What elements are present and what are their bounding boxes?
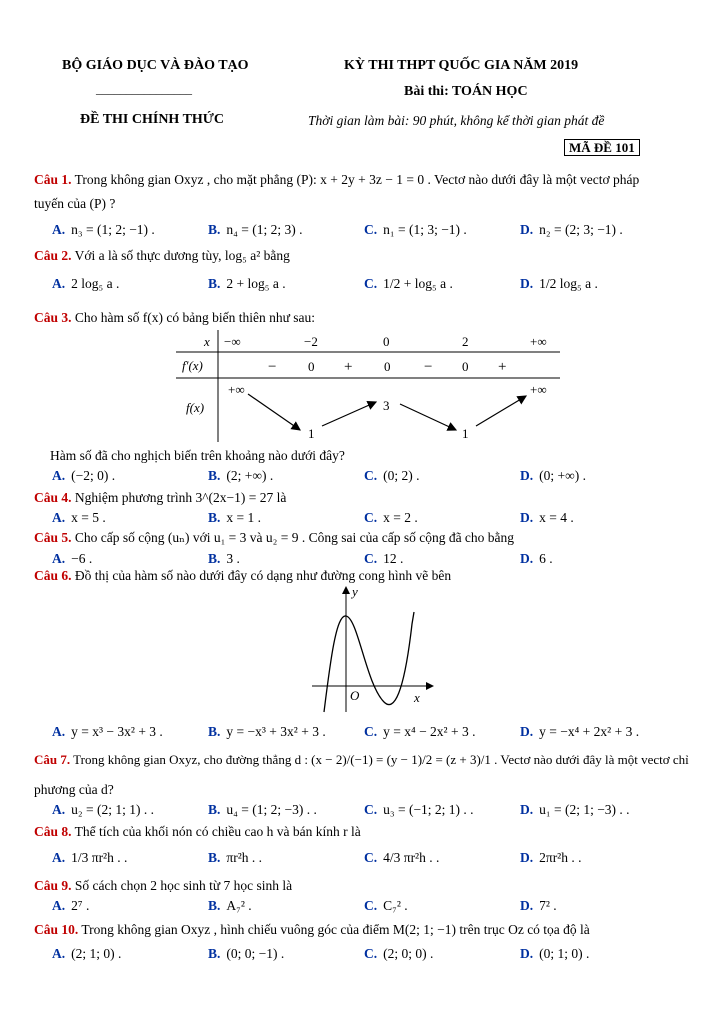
f-value: 3	[383, 398, 390, 413]
question-2	[34, 248, 290, 264]
option-text: −6 .	[71, 551, 93, 566]
q10-option-d[interactable]	[520, 946, 589, 962]
option-letter: C.	[364, 850, 378, 865]
option-text: 1/2 log₅ a .	[539, 276, 598, 291]
question-5	[34, 530, 514, 546]
q5-option-d[interactable]	[520, 551, 553, 567]
option-letter: B.	[208, 898, 221, 913]
q9-option-c[interactable]	[364, 898, 408, 914]
option-text: πr²h . .	[226, 850, 262, 865]
question-label: Câu 1.	[34, 172, 72, 187]
x-value: +∞	[530, 334, 547, 349]
f-value: 1	[308, 426, 315, 441]
cubic-graph	[308, 584, 438, 714]
option-letter: B.	[208, 724, 221, 739]
option-text: u₄ = (1; 2; −3) . .	[226, 802, 317, 817]
option-letter: C.	[364, 724, 378, 739]
q2-option-d[interactable]	[520, 276, 598, 292]
option-letter: C.	[364, 898, 378, 913]
q6-option-d[interactable]	[520, 724, 639, 740]
option-letter: D.	[520, 510, 534, 525]
q9-option-b[interactable]	[208, 898, 252, 914]
option-letter: B.	[208, 850, 221, 865]
q10-option-c[interactable]	[364, 946, 433, 962]
q1-option-b[interactable]	[208, 222, 302, 238]
question-text: Cho hàm số f(x) có bảng biến thiên như sau:	[74, 310, 316, 325]
sign: +	[498, 359, 507, 375]
q7-option-b[interactable]	[208, 802, 317, 818]
question-text: Thể tích của khối nón có chiều cao h và bán kính r là	[74, 824, 361, 839]
q8-option-c[interactable]	[364, 850, 439, 866]
q2-option-a[interactable]	[52, 276, 119, 292]
sign: −	[268, 359, 277, 375]
question-text: Cho cấp số cộng (uₙ) với u₁ = 3 và u₂ = 9 . Công sai của cấp số cộng đã cho bằng	[74, 530, 515, 545]
option-text: u₁ = (2; 1; −3) . .	[539, 802, 630, 817]
option-letter: D.	[520, 551, 534, 566]
option-letter: B.	[208, 946, 221, 961]
exam-code-box	[564, 140, 640, 156]
question-7	[34, 752, 689, 768]
option-letter: B.	[208, 222, 221, 237]
option-letter: A.	[52, 468, 66, 483]
f-value: +∞	[530, 382, 547, 397]
q8-option-d[interactable]	[520, 850, 581, 866]
option-text: (0; 2) .	[383, 468, 420, 483]
option-letter: D.	[520, 850, 534, 865]
q10-option-a[interactable]	[52, 946, 121, 962]
q6-option-a[interactable]	[52, 724, 163, 740]
row-label-fprime: f′(x)	[182, 358, 203, 373]
option-text: 3 .	[226, 551, 240, 566]
q4-option-c[interactable]	[364, 510, 418, 526]
option-text: 2 + log₅ a .	[226, 276, 286, 291]
option-text: (2; +∞) .	[226, 468, 274, 483]
question-9	[34, 878, 292, 894]
question-label: Câu 7.	[34, 752, 71, 767]
question-8	[34, 824, 361, 840]
option-text: x = 4 .	[539, 510, 574, 525]
option-letter: D.	[520, 802, 534, 817]
option-letter: A.	[52, 946, 66, 961]
option-text: (2; 1; 0) .	[71, 946, 122, 961]
option-text: 4/3 πr²h . .	[383, 850, 440, 865]
row-label-f: f(x)	[186, 400, 205, 415]
option-letter: D.	[520, 946, 534, 961]
x-value: 2	[462, 334, 469, 349]
sign: 0	[308, 359, 315, 374]
q4-option-b[interactable]	[208, 510, 261, 526]
question-text: Đồ thị của hàm số nào dưới đây có dạng như đường cong hình vẽ bên	[74, 568, 452, 583]
option-text: n₄ = (1; 2; 3) .	[226, 222, 303, 237]
q9-option-a[interactable]	[52, 898, 89, 914]
question-label: Câu 2.	[34, 248, 72, 263]
option-letter: D.	[520, 724, 534, 739]
option-letter: A.	[52, 222, 66, 237]
question-text: Trong không gian Oxyz , cho mặt phẳng (P): x + 2y + 3z − 1 = 0 . Vectơ nào dưới đây là một vectơ pháp	[74, 172, 640, 187]
q8-option-a[interactable]	[52, 850, 127, 866]
exam-code: MÃ ĐỀ 101	[564, 139, 640, 156]
option-letter: B.	[208, 468, 221, 483]
option-text: 2⁷ .	[71, 898, 90, 913]
variation-table	[176, 330, 560, 442]
option-letter: D.	[520, 468, 534, 483]
option-text: y = x⁴ − 2x² + 3 .	[383, 724, 476, 739]
q5-option-a[interactable]	[52, 551, 92, 567]
option-text: (0; 0; −1) .	[226, 946, 285, 961]
q3-option-c[interactable]	[364, 468, 420, 484]
q10-option-b[interactable]	[208, 946, 284, 962]
arrow-down	[248, 394, 300, 430]
q7-option-c[interactable]	[364, 802, 474, 818]
option-text: x = 5 .	[71, 510, 106, 525]
option-text: (2; 0; 0) .	[383, 946, 434, 961]
x-axis-label: x	[414, 690, 420, 705]
q7-option-d[interactable]	[520, 802, 630, 818]
option-letter: A.	[52, 551, 66, 566]
official-label: ĐỀ THI CHÍNH THỨC	[80, 112, 225, 127]
option-text: u₃ = (−1; 2; 1) . .	[383, 802, 474, 817]
option-letter: B.	[208, 551, 221, 566]
option-letter: A.	[52, 898, 66, 913]
question-text: Với a là số thực dương tùy, log₅ a² bằng	[74, 248, 290, 263]
arrow-down	[400, 404, 456, 430]
sign: −	[424, 359, 433, 375]
row-label-x: x	[204, 334, 210, 349]
option-letter: A.	[52, 510, 66, 525]
option-letter: A.	[52, 276, 66, 291]
option-letter: A.	[52, 850, 66, 865]
exam-duration: Thời gian làm bài: 90 phút, không kể thời gian phát đề	[308, 113, 605, 128]
arrow-up	[322, 402, 376, 426]
q1-option-c[interactable]	[364, 222, 467, 238]
option-text: u₂ = (2; 1; 1) . .	[71, 802, 154, 817]
option-text: n₂ = (2; 3; −1) .	[539, 222, 623, 237]
sign: +	[344, 359, 353, 375]
arrow-up	[476, 396, 526, 426]
question-text: Số cách chọn 2 học sinh từ 7 học sinh là	[74, 878, 293, 893]
option-letter: B.	[208, 802, 221, 817]
option-text: (0; 1; 0) .	[539, 946, 590, 961]
question-3-prompt: Hàm số đã cho nghịch biến trên khoảng nào dưới đây?	[50, 448, 345, 463]
option-text: (−2; 0) .	[71, 468, 116, 483]
question-text: Trong không gian Oxyz , hình chiếu vuông góc của điểm M(2; 1; −1) trên trục Oz có tọa độ là	[81, 922, 590, 937]
f-value: 1	[462, 426, 469, 441]
option-text: n₃ = (1; 2; −1) .	[71, 222, 155, 237]
question-label: Câu 4.	[34, 490, 72, 505]
question-label: Câu 9.	[34, 878, 72, 893]
option-text: 12 .	[383, 551, 404, 566]
x-value: −∞	[224, 334, 241, 349]
option-letter: C.	[364, 468, 378, 483]
question-1-line2: tuyến của (P) ?	[34, 196, 116, 211]
option-letter: B.	[208, 510, 221, 525]
option-text: 2πr²h . .	[539, 850, 582, 865]
origin-label: O	[350, 688, 360, 703]
option-text: y = −x³ + 3x² + 3 .	[226, 724, 326, 739]
q9-option-d[interactable]	[520, 898, 557, 914]
option-text: C₇² .	[383, 898, 408, 913]
option-letter: D.	[520, 276, 534, 291]
option-letter: D.	[520, 222, 534, 237]
option-letter: C.	[364, 551, 378, 566]
question-7-line2: phương của d?	[34, 782, 114, 797]
x-value: 0	[383, 334, 390, 349]
question-text: Trong không gian Oxyz, cho đường thẳng d : (x − 2)/(−1) = (y − 1)/2 = (z + 3)/1 . Vectơ nào dưới đây là một vectơ chỉ	[73, 752, 689, 767]
question-text: Nghiệm phương trình 3^(2x−1) = 27 là	[74, 490, 287, 505]
question-10	[34, 922, 590, 938]
option-letter: C.	[364, 222, 378, 237]
question-6	[34, 568, 451, 584]
q2-option-c[interactable]	[364, 276, 453, 292]
question-4	[34, 490, 286, 506]
question-1	[34, 172, 639, 188]
q7-option-a[interactable]	[52, 802, 154, 818]
question-3	[34, 310, 315, 326]
q4-option-d[interactable]	[520, 510, 574, 526]
option-text: n₁ = (1; 3; −1) .	[383, 222, 467, 237]
option-text: x = 1 .	[226, 510, 262, 525]
question-label: Câu 8.	[34, 824, 72, 839]
sign: 0	[384, 359, 391, 374]
q3-option-b[interactable]	[208, 468, 273, 484]
question-label: Câu 6.	[34, 568, 72, 583]
exam-title: KỲ THI THPT QUỐC GIA NĂM 2019	[344, 58, 579, 73]
q4-option-a[interactable]	[52, 510, 106, 526]
option-text: 6 .	[539, 551, 553, 566]
option-letter: B.	[208, 276, 221, 291]
header-divider: ________________	[96, 82, 192, 96]
q3-option-d[interactable]	[520, 468, 586, 484]
y-axis-label: y	[352, 584, 358, 599]
sign: 0	[462, 359, 469, 374]
option-text: y = x³ − 3x² + 3 .	[71, 724, 163, 739]
option-text: 1/3 πr²h . .	[71, 850, 128, 865]
option-text: 1/2 + log₅ a .	[383, 276, 453, 291]
option-text: (0; +∞) .	[539, 468, 586, 483]
q6-option-b[interactable]	[208, 724, 326, 740]
question-label: Câu 5.	[34, 530, 72, 545]
option-letter: C.	[364, 802, 378, 817]
curve	[324, 612, 414, 712]
q6-option-c[interactable]	[364, 724, 475, 740]
q1-option-a[interactable]	[52, 222, 155, 238]
option-letter: A.	[52, 724, 66, 739]
option-letter: D.	[520, 898, 534, 913]
question-label: Câu 3.	[34, 310, 72, 325]
q5-option-c[interactable]	[364, 551, 403, 567]
option-text: y = −x⁴ + 2x² + 3 .	[539, 724, 640, 739]
option-text: 7² .	[539, 898, 557, 913]
question-label: Câu 10.	[34, 922, 79, 937]
option-text: 2 log₅ a .	[71, 276, 120, 291]
option-letter: C.	[364, 276, 378, 291]
q3-option-a[interactable]	[52, 468, 115, 484]
option-text: A₇² .	[226, 898, 252, 913]
option-letter: C.	[364, 946, 378, 961]
q2-option-b[interactable]	[208, 276, 286, 292]
q1-option-d[interactable]	[520, 222, 623, 238]
q5-option-b[interactable]	[208, 551, 240, 567]
f-value: +∞	[228, 382, 245, 397]
exam-subject: Bài thi: TOÁN HỌC	[404, 84, 528, 99]
x-value: −2	[304, 334, 318, 349]
ministry-name: BỘ GIÁO DỤC VÀ ĐÀO TẠO	[62, 58, 249, 73]
q8-option-b[interactable]	[208, 850, 262, 866]
option-text: x = 2 .	[383, 510, 418, 525]
option-letter: A.	[52, 802, 66, 817]
option-letter: C.	[364, 510, 378, 525]
